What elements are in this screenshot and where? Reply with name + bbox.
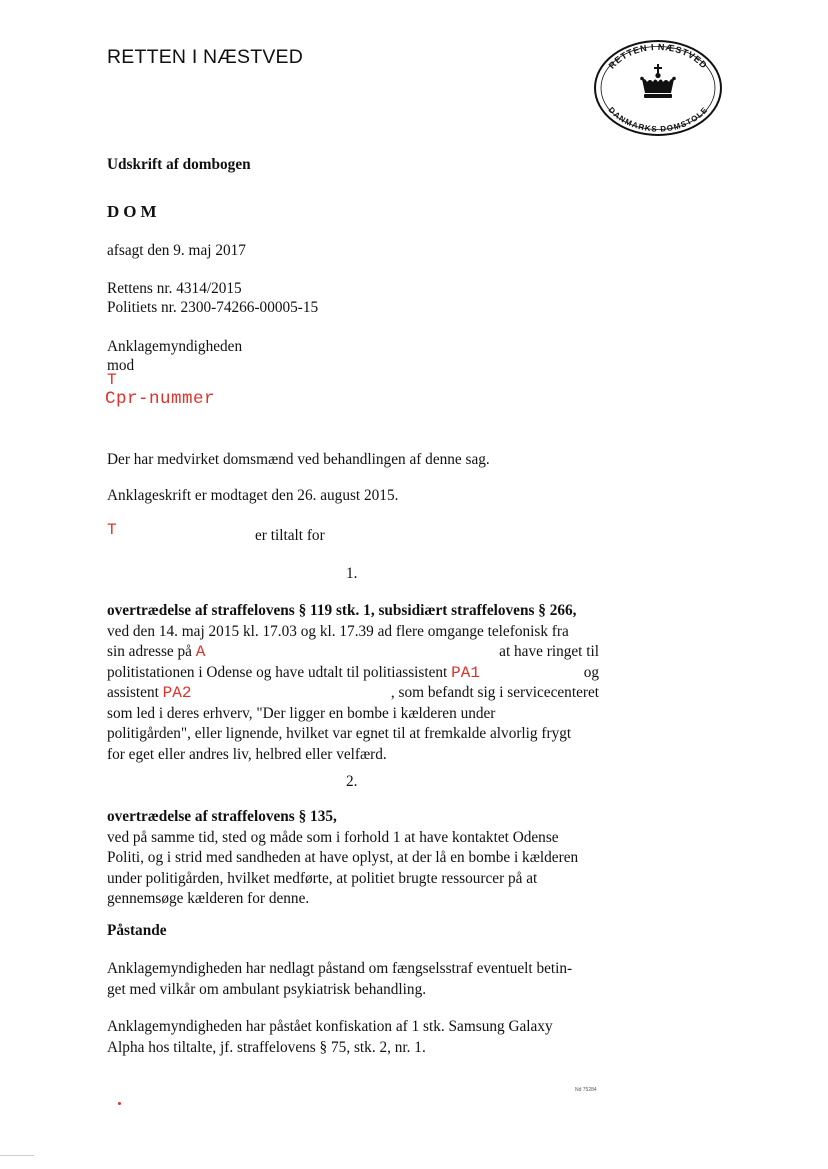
charge-1-line-4 <box>107 683 599 704</box>
charge-1-line-4-start <box>107 683 191 704</box>
pa1-redaction-tag: PA1 <box>451 663 480 682</box>
charge-1-line-3-start <box>107 663 480 684</box>
charge-1-line-2-b: at have ringet til <box>499 643 599 660</box>
charge-1-line-2-start <box>107 642 205 663</box>
charge-1-line-2 <box>107 642 599 663</box>
footer-code: Nd 75284 <box>575 1087 597 1093</box>
charge-2-line-3: under politigården, hvilket medførte, at politiet brugte ressourcer på at <box>107 869 538 887</box>
prosecution-party: Anklagemyndigheden <box>107 338 243 355</box>
cpr-redaction-tag: Cpr-nummer <box>105 389 216 409</box>
charge-1 <box>107 601 599 765</box>
pastande-paragraph-2 <box>107 1017 599 1058</box>
tiltalt-text: er tiltalt for <box>255 527 325 544</box>
charge-1-line-3 <box>107 663 599 684</box>
crown-icon <box>640 64 676 98</box>
politiets-nr: Politiets nr. 2300-74266-00005-15 <box>107 299 319 316</box>
charge-1-line-1 <box>107 622 599 643</box>
charge-1-line-6: politigården", eller lignende, hvilket var egnet til at fremkalde alvorlig frygt <box>107 725 572 742</box>
charge-2-line-4: gennemsøge kælderen for denne. <box>107 890 310 907</box>
pastande-1-line-1: Anklagemyndigheden har nedlagt påstand om fængselsstraf eventuelt betin- <box>107 960 573 977</box>
charge-1-line-5-text: som led i deres erhverv, "Der ligger en bombe i kælderen under <box>107 704 496 722</box>
svg-text:DANMARKS DOMSTOLE <box>607 105 710 133</box>
pastande-2-line-1: Anklagemyndigheden har påstået konfiskation af 1 stk. Samsung Galaxy <box>107 1018 553 1035</box>
pastande-2-line-2: Alpha hos tiltalte, jf. straffelovens § 75, stk. 2, nr. 1. <box>107 1038 426 1056</box>
charge-2-line-1: ved på samme tid, sted og måde som i forhold 1 at have kontaktet Odense <box>107 828 559 846</box>
rettens-nr: Rettens nr. 4314/2015 <box>107 280 242 297</box>
pastande-heading: Påstande <box>107 922 167 939</box>
mod-text: mod <box>107 357 135 374</box>
afsagt-date: afsagt den 9. maj 2017 <box>107 242 246 259</box>
charge-1-line-3-b: og <box>583 663 599 681</box>
address-redaction-tag: A <box>195 643 206 661</box>
seal-bottom-text: DANMARKS DOMSTOLE <box>606 105 710 134</box>
charge-1-heading: overtrædelse af straffelovens § 119 stk. 1, subsidiært straffelovens § 266, <box>107 602 577 619</box>
pastande-1-line-2: get med vilkår om ambulant psykiatrisk behandling. <box>107 980 427 998</box>
court-seal <box>592 38 724 138</box>
pa2-redaction-tag: PA2 <box>162 684 192 702</box>
charge-1-number: 1. <box>346 565 358 582</box>
charge-2-heading: overtrædelse af straffelovens § 135, <box>107 808 337 825</box>
charge-2-line-2: Politi, og i strid med sandheden at have oplyst, at der lå en bombe i kælderen <box>107 849 579 866</box>
udskrift-heading: Udskrift af dombogen <box>107 156 251 173</box>
charge-1-line-2-a: sin adresse på <box>107 643 192 660</box>
charge-1-line-4-b: , som befandt sig i servicecenteret <box>390 684 599 701</box>
scan-mark <box>118 1102 121 1105</box>
seal-top-text: RETTEN I NÆSTVED <box>606 41 710 71</box>
pastande-paragraph-1 <box>107 959 599 1000</box>
charge-1-line-1-text: ved den 14. maj 2015 kl. 17.03 og kl. 17.39 ad flere omgange telefonisk fra <box>107 622 569 640</box>
defendant-redaction-tag: T <box>107 371 117 389</box>
document-title: DOM <box>107 202 161 221</box>
domsmaend-text: Der har medvirket domsmænd ved behandlingen af denne sag. <box>107 451 490 468</box>
charge-2-number: 2. <box>346 773 358 790</box>
scan-edge-line <box>0 1155 34 1156</box>
charge-1-line-7: for eget eller andres liv, helbred eller velfærd. <box>107 745 387 763</box>
tiltalt-redaction-tag: T <box>107 521 117 539</box>
charge-1-line-4-a: assistent <box>107 684 159 701</box>
anklageskrift-text: Anklageskrift er modtaget den 26. august 2015. <box>107 487 399 504</box>
charge-1-line-3-a: politistationen i Odense og have udtalt til politiassistent <box>107 663 448 681</box>
court-name: RETTEN I NÆSTVED <box>107 46 304 68</box>
charge-2 <box>107 807 599 910</box>
charge-1-line-5 <box>107 704 599 725</box>
